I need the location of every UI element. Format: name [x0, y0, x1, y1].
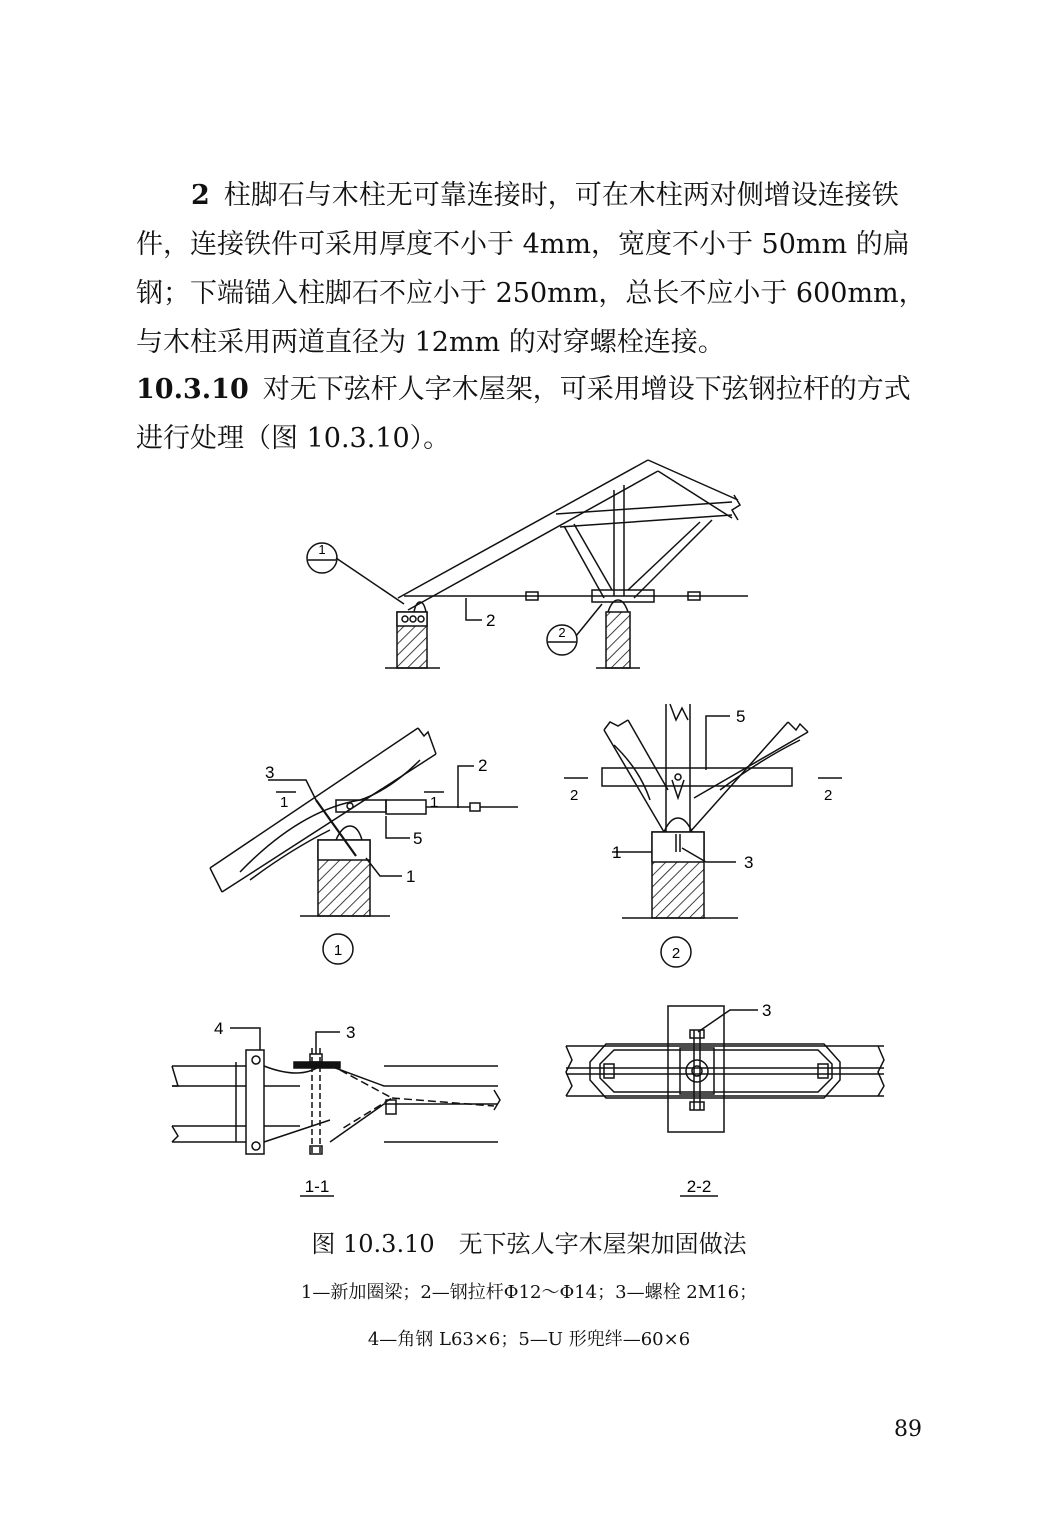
clause-number: 10.3.10 [136, 374, 249, 405]
figure-drawing [160, 455, 900, 1215]
item-number: 2 [191, 180, 210, 211]
section-2-2 [566, 1006, 884, 1196]
callout-2-label: 2 [558, 625, 566, 640]
page-number: 89 [894, 1417, 922, 1442]
d2-mark-1: 1 [612, 843, 622, 862]
d2-section-mark-left: 2 [570, 787, 579, 804]
detail-2-label: 2 [671, 945, 681, 962]
detail-1-label: 1 [333, 942, 343, 959]
clause-text: 对无下弦杆人字木屋架，可采用增设下弦钢拉杆的方式进行处理（图 10.3.10）。 [136, 374, 911, 454]
section-1-1 [172, 1028, 500, 1196]
callout-1-label: 1 [318, 542, 326, 557]
detail-2 [564, 704, 842, 967]
figure-10-3-10 [160, 455, 900, 1215]
s11-mark-3: 3 [346, 1023, 356, 1042]
mark-tie-rod: 2 [486, 611, 496, 630]
d2-section-mark-right: 2 [824, 787, 833, 804]
d1-section-mark-right: 1 [430, 794, 439, 811]
s11-mark-4: 4 [214, 1019, 224, 1038]
paragraph-item-2 [136, 171, 926, 367]
section-2-2-label: 2-2 [686, 1177, 712, 1196]
clause-10-3-10 [136, 365, 926, 463]
truss-overview [307, 460, 748, 668]
d1-mark-3: 3 [265, 763, 275, 782]
figure-caption: 图 10.3.10 无下弦人字木屋架加固做法 [311, 1230, 747, 1258]
figure-legend-line-2: 4—角钢 L63×6；5—U 形兜绊—60×6 [367, 1329, 691, 1350]
d1-mark-5: 5 [413, 829, 423, 848]
d1-mark-1: 1 [406, 867, 416, 886]
item-text: 柱脚石与木柱无可靠连接时，可在木柱两对侧增设连接铁件，连接铁件可采用厚度不小于 4mm，宽度不小于 50mm 的扁钢；下端锚入柱脚石不应小于 250mm，总长不应小于 600mm，与木柱采用两道直径为 12mm 的对穿螺栓连接。 [136, 180, 926, 358]
figure-legend-line-1: 1—新加圈梁；2—钢拉杆Φ12～Φ14；3—螺栓 2M16； [300, 1282, 758, 1303]
d2-mark-3: 3 [744, 853, 754, 872]
d1-mark-2: 2 [478, 756, 488, 775]
d2-mark-5: 5 [736, 707, 746, 726]
section-1-1-label: 1-1 [304, 1177, 330, 1196]
d1-section-mark-left: 1 [280, 794, 289, 811]
s22-mark-3: 3 [762, 1001, 772, 1020]
detail-1 [210, 728, 518, 964]
